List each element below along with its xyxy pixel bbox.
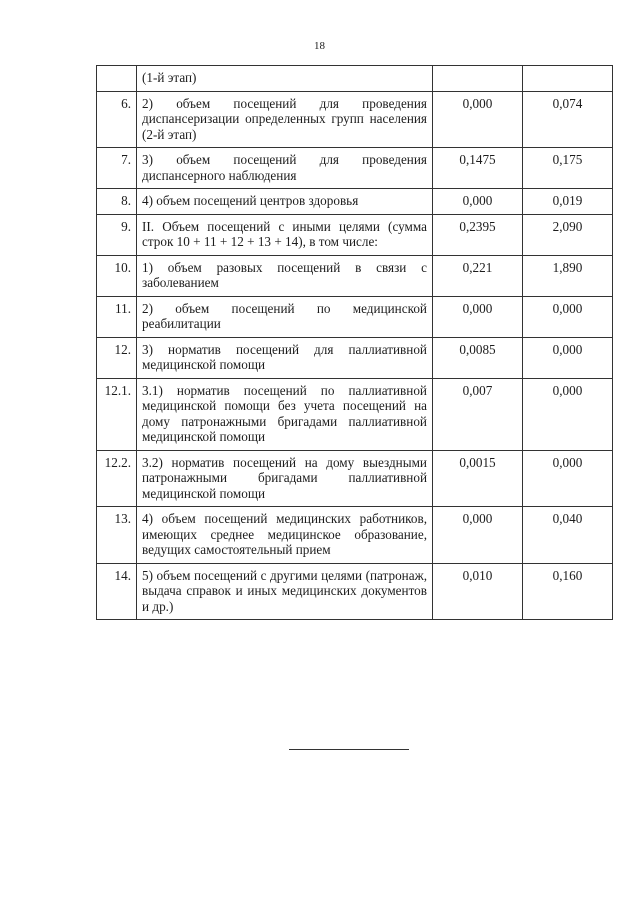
value-2: 2,090 bbox=[523, 214, 613, 255]
row-description: 1) объем разовых посещений в связи с заболеванием bbox=[137, 255, 433, 296]
row-number: 8. bbox=[97, 189, 137, 215]
row-number: 13. bbox=[97, 507, 137, 564]
row-description: 2) объем посещений по медицинской реабилитации bbox=[137, 296, 433, 337]
value-1: 0,0085 bbox=[433, 337, 523, 378]
row-description: (1-й этап) bbox=[137, 66, 433, 92]
page-number: 18 bbox=[314, 40, 325, 52]
row-number: 10. bbox=[97, 255, 137, 296]
row-number: 12.2. bbox=[97, 450, 137, 507]
value-2: 0,000 bbox=[523, 378, 613, 450]
table-row bbox=[97, 214, 613, 255]
value-2: 0,175 bbox=[523, 148, 613, 189]
value-1: 0,000 bbox=[433, 296, 523, 337]
table-row bbox=[97, 255, 613, 296]
value-1: 0,000 bbox=[433, 91, 523, 148]
table-row bbox=[97, 296, 613, 337]
value-1: 0,000 bbox=[433, 189, 523, 215]
value-2: 1,890 bbox=[523, 255, 613, 296]
row-number: 6. bbox=[97, 91, 137, 148]
value-1: 0,0015 bbox=[433, 450, 523, 507]
row-number: 7. bbox=[97, 148, 137, 189]
row-description: 3.1) норматив посещений по паллиативной медицинской помощи без учета посещений на дому патронажными бригадами паллиативной медицинской помощи bbox=[137, 378, 433, 450]
table-row bbox=[97, 91, 613, 148]
row-description: 2) объем посещений для проведения диспансеризации определенных групп населения (2-й этап) bbox=[137, 91, 433, 148]
row-number: 9. bbox=[97, 214, 137, 255]
row-number bbox=[97, 66, 137, 92]
row-number: 12.1. bbox=[97, 378, 137, 450]
value-2: 0,000 bbox=[523, 337, 613, 378]
value-1: 0,221 bbox=[433, 255, 523, 296]
table-row bbox=[97, 378, 613, 450]
table-row bbox=[97, 450, 613, 507]
signature-line bbox=[289, 749, 409, 750]
row-number: 11. bbox=[97, 296, 137, 337]
value-1: 0,010 bbox=[433, 563, 523, 620]
row-description: II. Объем посещений с иными целями (сумма строк 10 + 11 + 12 + 13 + 14), в том числе: bbox=[137, 214, 433, 255]
row-description: 4) объем посещений центров здоровья bbox=[137, 189, 433, 215]
row-description: 3) норматив посещений для паллиативной медицинской помощи bbox=[137, 337, 433, 378]
table-row bbox=[97, 563, 613, 620]
table-row bbox=[97, 148, 613, 189]
value-2: 0,160 bbox=[523, 563, 613, 620]
table-row bbox=[97, 66, 613, 92]
value-1: 0,2395 bbox=[433, 214, 523, 255]
value-2: 0,019 bbox=[523, 189, 613, 215]
value-2: 0,074 bbox=[523, 91, 613, 148]
value-2: 0,000 bbox=[523, 450, 613, 507]
row-number: 14. bbox=[97, 563, 137, 620]
table-row bbox=[97, 507, 613, 564]
row-description: 4) объем посещений медицинских работников, имеющих среднее медицинское образование, ведущих самостоятельный прием bbox=[137, 507, 433, 564]
row-description: 3.2) норматив посещений на дому выездными патронажными бригадами паллиативной медицинской помощи bbox=[137, 450, 433, 507]
value-1: 0,1475 bbox=[433, 148, 523, 189]
norms-table bbox=[96, 65, 613, 620]
value-1 bbox=[433, 66, 523, 92]
table-row bbox=[97, 337, 613, 378]
row-description: 3) объем посещений для проведения диспансерного наблюдения bbox=[137, 148, 433, 189]
row-description: 5) объем посещений с другими целями (патронаж, выдача справок и иных медицинских документов и др.) bbox=[137, 563, 433, 620]
table-row bbox=[97, 189, 613, 215]
value-2 bbox=[523, 66, 613, 92]
value-2: 0,040 bbox=[523, 507, 613, 564]
row-number: 12. bbox=[97, 337, 137, 378]
value-1: 0,000 bbox=[433, 507, 523, 564]
value-2: 0,000 bbox=[523, 296, 613, 337]
value-1: 0,007 bbox=[433, 378, 523, 450]
